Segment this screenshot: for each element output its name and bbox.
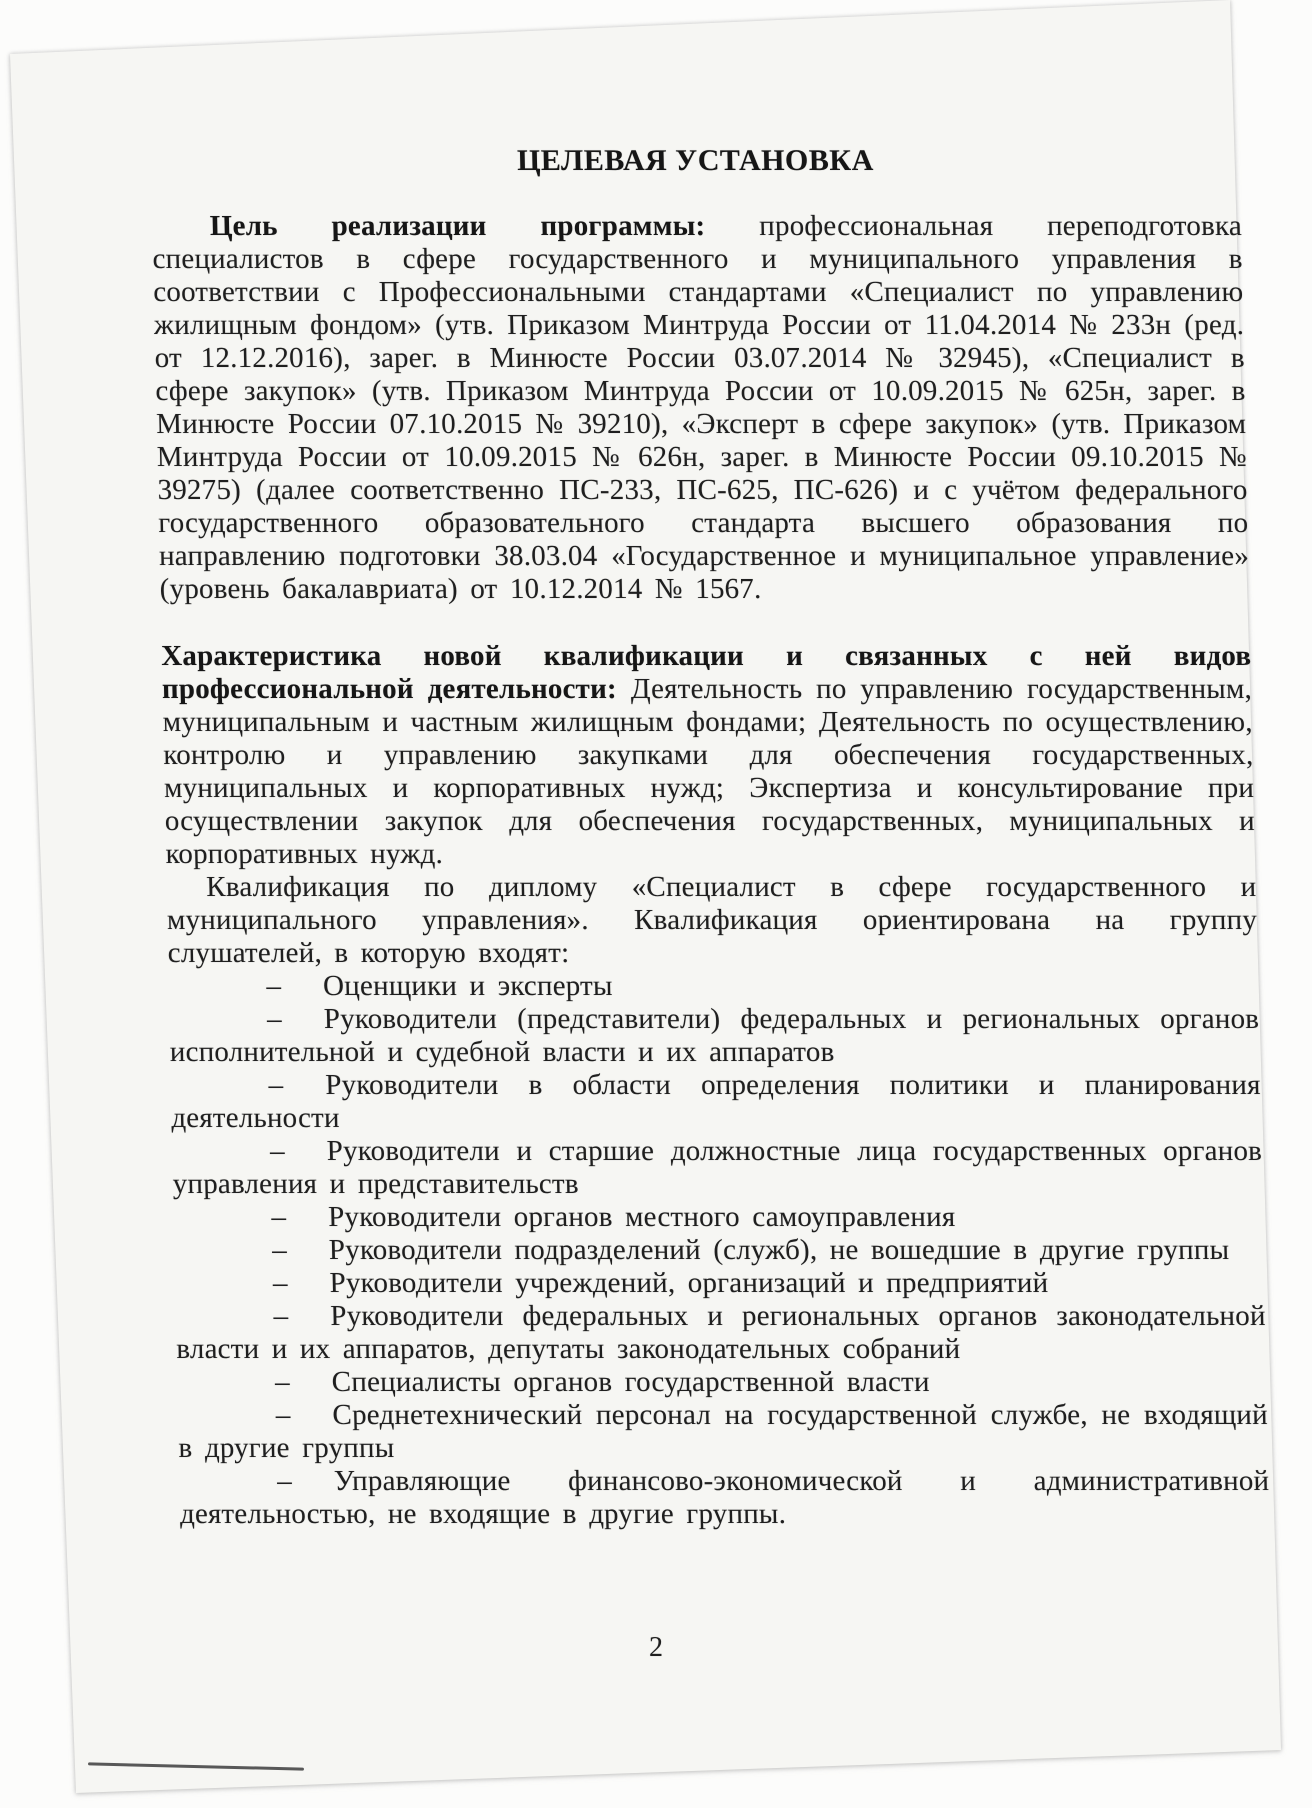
audience-list	[168, 970, 1270, 1531]
characteristics-paragraph	[161, 640, 1256, 871]
list-item	[177, 1399, 1268, 1465]
list-item	[175, 1267, 1266, 1300]
characteristics-lead-text: Характеристика новой квалификации и связанных с ней видов профессиональной деятельности:	[160, 640, 1252, 705]
list-item	[179, 1465, 1270, 1531]
list-item	[168, 970, 1259, 1003]
list-item	[172, 1135, 1263, 1201]
list-item-dash: –	[268, 1069, 284, 1101]
list-item	[174, 1234, 1265, 1267]
list-item-text: Среднетехнический персонал на государственной службе, не входящий в другие группы	[178, 1399, 1269, 1464]
diploma-paragraph: Квалификация по диплому «Специалист в сфере государственного и муниципального управления». Квалификация ориентирована на группу слушателей, в которую входят:	[166, 871, 1258, 969]
list-item-dash: –	[269, 1135, 286, 1167]
list-item-text: Руководители в области определения политики и планирования деятельности	[170, 1069, 1261, 1134]
list-item-text: Руководители подразделений (служб), не вошедшие в другие группы	[328, 1234, 1230, 1266]
list-item	[170, 1069, 1261, 1135]
purpose-body-text: профессиональная переподготовка специалистов в сфере государственного и муниципального управления в соответствии с Профессиональными стандартами «Специалист по управлению жилищным фондом» (утв. Приказом Минтруда России от 11.04.2014 № 233н (ред. от 12.12.2016), зарег. в Минюсте России 03.07.2014 № 32945), «Специалист в сфере закупок» (утв. Приказом Минтруда России от 10.09.2015 № 625н, зарег. в Минюсте России 07.10.2015 № 39210), «Эксперт в сфере закупок» (утв. Приказом Минтруда России от 10.09.2015 № 626н, зарег. в Минюсте России 09.10.2015 № 39275) (далее соответственно ПС-233, ПС-625, ПС-626) и с учётом федерального государственного образовательного стандарта высшего образования по направлению подготовки 38.03.04 «Государственное и муниципальное управление» (уровень бакалавриата) от 10.12.2014 № 1567.	[152, 210, 1250, 605]
list-item	[173, 1201, 1264, 1234]
list-item-text: Руководители и старшие должностные лица государственных органов управления и представительств	[172, 1135, 1263, 1200]
list-item-dash: –	[276, 1465, 293, 1497]
list-item	[177, 1366, 1268, 1399]
list-item-dash: –	[266, 1003, 283, 1035]
page-number: 2	[649, 1632, 663, 1663]
list-item	[169, 1003, 1260, 1069]
page-title: ЦЕЛЕВАЯ УСТАНОВКА	[516, 144, 875, 177]
list-item-dash: –	[272, 1267, 288, 1299]
document-content	[150, 143, 1270, 1531]
list-item-dash: –	[275, 1399, 291, 1431]
list-item-dash: –	[271, 1201, 287, 1233]
list-item-text: Оценщики и эксперты	[322, 970, 613, 1002]
list-item-dash: –	[266, 970, 282, 1002]
purpose-paragraph	[151, 210, 1250, 606]
list-item-dash: –	[271, 1234, 288, 1266]
list-item-text: Руководители (представители) федеральных и региональных органов исполнительной и судебной власти и их аппаратов	[169, 1003, 1260, 1068]
characteristics-body-text: Деятельность по управлению государственным, муниципальным и частным жилищным фондами; Деятельность по осуществлению, контролю и управлению закупками для обеспечения государственных, муниципальных и корпоративных нужд; Экспертиза и консультирование при осуществлении закупок для обеспечения государственных, муниципальных и корпоративных нужд.	[162, 673, 1256, 870]
list-item-text: Руководители учреждений, организаций и предприятий	[329, 1267, 1049, 1299]
purpose-lead-text: Цель реализации программы:	[209, 210, 706, 242]
list-item-text: Руководители федеральных и региональных органов законодательной власти и их аппаратов, депутаты законодательных собраний	[175, 1300, 1266, 1365]
list-item-text: Специалисты органов государственной власти	[331, 1366, 931, 1398]
list-item	[175, 1300, 1266, 1366]
list-item-text: Руководители органов местного самоуправления	[327, 1201, 956, 1233]
list-item-dash: –	[273, 1300, 289, 1332]
list-item-text: Управляющие финансово-экономической и административной деятельностью, не входящие в другие группы.	[179, 1465, 1270, 1530]
list-item-dash: –	[274, 1366, 291, 1398]
